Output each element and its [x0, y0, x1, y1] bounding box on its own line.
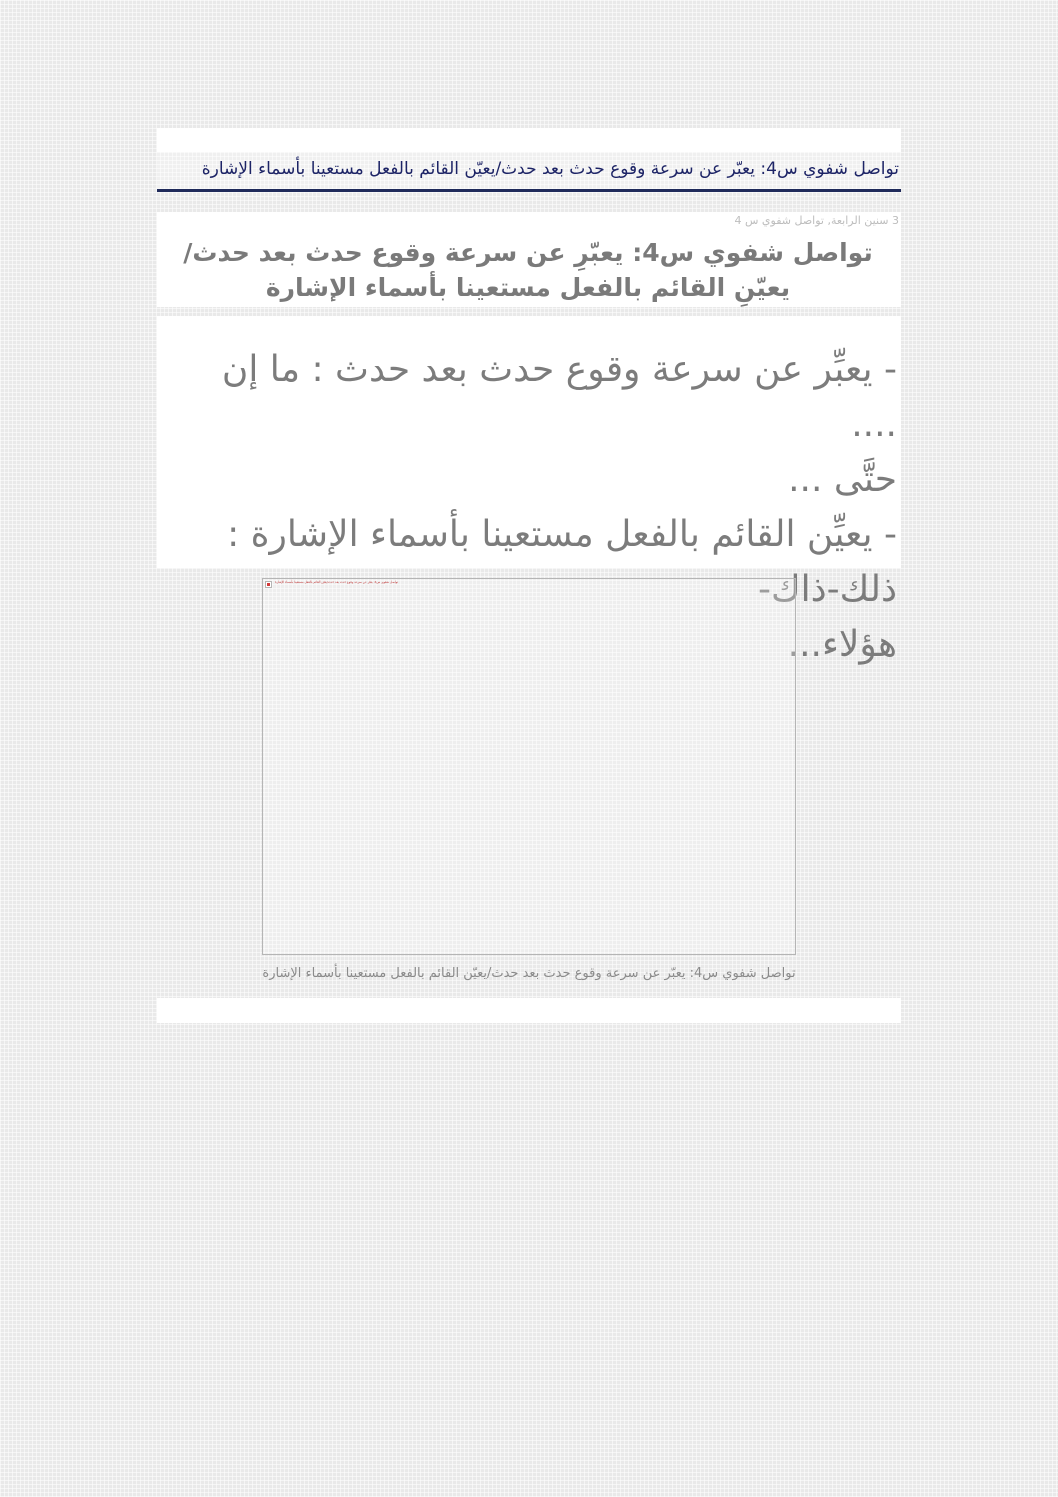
broken-image-icon — [265, 581, 272, 588]
breadcrumb[interactable]: 3 سنين الرابعة, تواصل شفوي س 4 — [734, 214, 899, 227]
body-line-2: حتَّى ... — [788, 459, 897, 500]
header-title: تواصل شفوي س4: يعبّر عن سرعة وقوع حدث بعد حدث/يعيّن القائم بالفعل مستعينا بأسماء الإشارة — [201, 159, 899, 179]
bottom-strip — [157, 998, 901, 1023]
body-line-3: - يعيِّن القائم بالفعل مستعينا بأسماء الإشارة : ذلك-ذاك- — [227, 514, 897, 610]
top-strip — [157, 128, 901, 152]
post-image-placeholder[interactable] — [262, 578, 796, 955]
image-caption: تواصل شفوي س4: يعبّر عن سرعة وقوع حدث بعد حدث/يعيّن القائم بالفعل مستعينا بأسماء الإشارة — [262, 966, 796, 981]
post-title-panel — [157, 212, 901, 307]
header-title-link[interactable] — [157, 152, 901, 192]
post-title[interactable]: تواصل شفوي س4: يعبّرِ عن سرعة وقوع حدث بعد حدث/يعيّنِ القائم بالفعل مستعينا بأسماء الإشارة — [183, 238, 873, 302]
body-line-1: - يعبِّر عن سرعة وقوع حدث بعد حدث : ما إن .... — [221, 349, 897, 445]
image-alt-text: تواصل شفوي س4: يعبّر عن سرعة وقوع حدث بعد حدث/يعيّن القائم بالفعل مستعينا بأسماء الإشارة — [275, 580, 399, 584]
body-line-4: هؤلاء... — [787, 624, 897, 665]
